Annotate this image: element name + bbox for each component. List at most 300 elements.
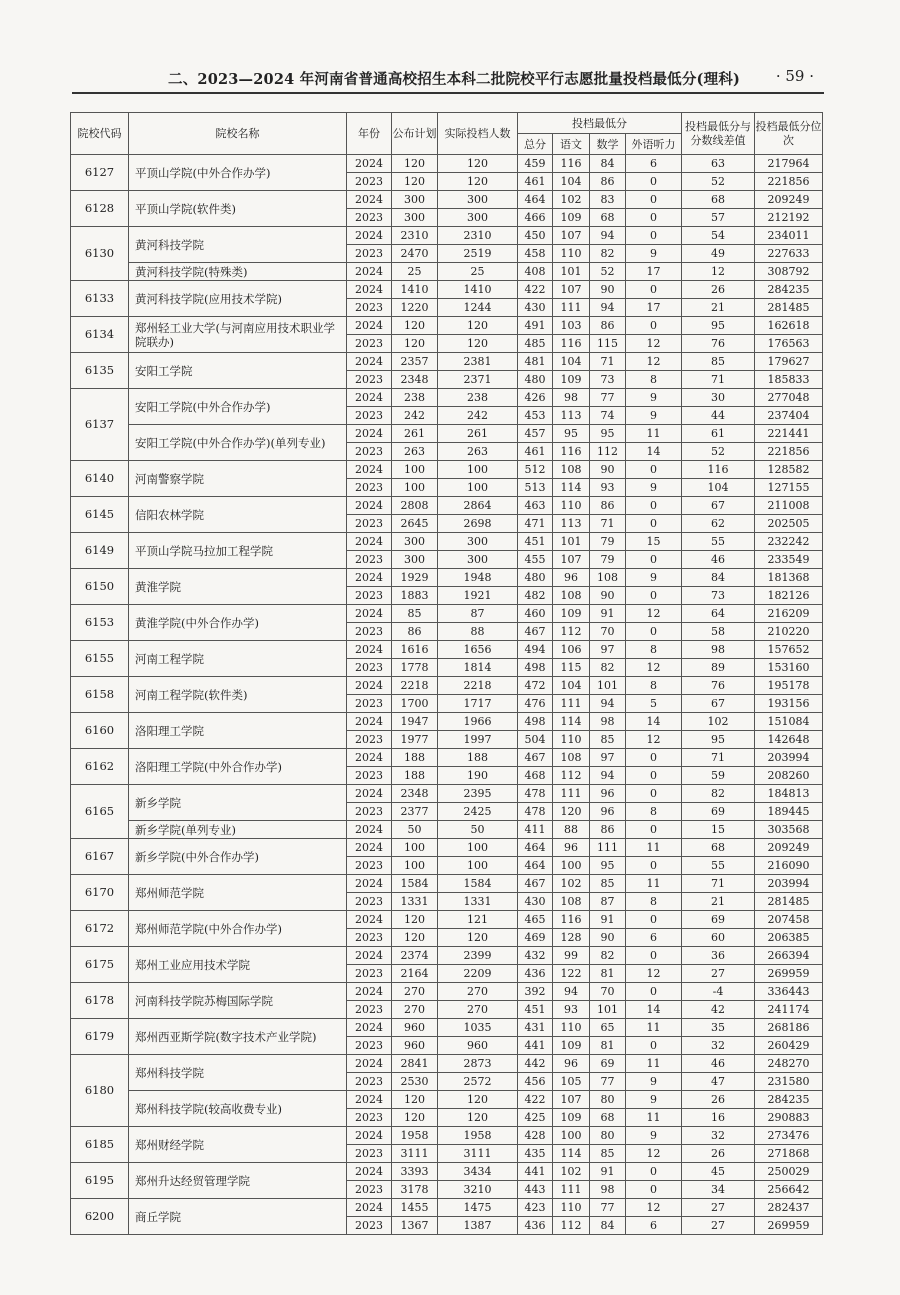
cell-chinese: 88 <box>553 821 590 839</box>
cell-total: 461 <box>518 443 553 461</box>
cell-year: 2023 <box>347 587 392 605</box>
table-row <box>71 389 823 407</box>
table-row <box>71 155 823 173</box>
cell-actual: 2395 <box>438 785 518 803</box>
cell-listening: 0 <box>626 911 682 929</box>
cell-chinese: 110 <box>553 245 590 263</box>
cell-rank: 162618 <box>755 317 823 335</box>
cell-year: 2024 <box>347 875 392 893</box>
cell-diff: 104 <box>682 479 755 497</box>
cell-math: 84 <box>590 155 626 173</box>
cell-math: 90 <box>590 929 626 947</box>
cell-diff: 68 <box>682 191 755 209</box>
col-header-plan: 公布计划 <box>392 113 438 155</box>
cell-diff: 59 <box>682 767 755 785</box>
cell-total: 455 <box>518 551 553 569</box>
cell-listening: 11 <box>626 1055 682 1073</box>
school-code: 6179 <box>71 1019 129 1055</box>
school-name: 安阳工学院(中外合作办学)(单列专业) <box>129 425 347 461</box>
school-name: 新乡学院(中外合作办学) <box>129 839 347 875</box>
cell-year: 2023 <box>347 1145 392 1163</box>
table-row <box>71 1019 823 1037</box>
cell-listening: 0 <box>626 1181 682 1199</box>
cell-listening: 11 <box>626 875 682 893</box>
school-name: 河南警察学院 <box>129 461 347 497</box>
cell-actual: 1966 <box>438 713 518 731</box>
cell-rank: 269959 <box>755 965 823 983</box>
cell-year: 2023 <box>347 407 392 425</box>
cell-chinese: 103 <box>553 317 590 335</box>
cell-total: 512 <box>518 461 553 479</box>
cell-plan: 1700 <box>392 695 438 713</box>
cell-math: 82 <box>590 245 626 263</box>
cell-rank: 217964 <box>755 155 823 173</box>
cell-rank: 185833 <box>755 371 823 389</box>
cell-diff: 34 <box>682 1181 755 1199</box>
col-header-rank: 投档最低分位次 <box>755 113 823 155</box>
cell-diff: 52 <box>682 173 755 191</box>
col-header-math: 数学 <box>590 134 626 155</box>
school-name: 安阳工学院 <box>129 353 347 389</box>
cell-actual: 2209 <box>438 965 518 983</box>
cell-actual: 300 <box>438 551 518 569</box>
cell-plan: 188 <box>392 749 438 767</box>
school-code: 6127 <box>71 155 129 191</box>
school-name: 河南工程学院 <box>129 641 347 677</box>
school-name: 新乡学院 <box>129 785 347 821</box>
cell-diff: 26 <box>682 281 755 299</box>
cell-total: 476 <box>518 695 553 713</box>
cell-rank: 206385 <box>755 929 823 947</box>
school-code: 6167 <box>71 839 129 875</box>
cell-chinese: 110 <box>553 731 590 749</box>
cell-listening: 6 <box>626 929 682 947</box>
cell-chinese: 110 <box>553 497 590 515</box>
cell-actual: 121 <box>438 911 518 929</box>
cell-diff: 42 <box>682 1001 755 1019</box>
cell-actual: 120 <box>438 1091 518 1109</box>
cell-listening: 9 <box>626 1127 682 1145</box>
cell-actual: 2698 <box>438 515 518 533</box>
cell-math: 65 <box>590 1019 626 1037</box>
page-header <box>72 62 824 94</box>
cell-math: 79 <box>590 533 626 551</box>
table-row <box>71 641 823 659</box>
cell-rank: 233549 <box>755 551 823 569</box>
cell-plan: 1410 <box>392 281 438 299</box>
table-row <box>71 749 823 767</box>
school-name: 商丘学院 <box>129 1199 347 1235</box>
cell-total: 451 <box>518 1001 553 1019</box>
cell-listening: 11 <box>626 1019 682 1037</box>
cell-listening: 9 <box>626 389 682 407</box>
school-name: 黄淮学院(中外合作办学) <box>129 605 347 641</box>
cell-plan: 2374 <box>392 947 438 965</box>
school-code: 6155 <box>71 641 129 677</box>
col-header-year: 年份 <box>347 113 392 155</box>
cell-year: 2024 <box>347 533 392 551</box>
table-body <box>71 155 823 1235</box>
cell-actual: 50 <box>438 821 518 839</box>
cell-total: 471 <box>518 515 553 533</box>
cell-year: 2024 <box>347 191 392 209</box>
cell-plan: 2377 <box>392 803 438 821</box>
cell-listening: 11 <box>626 425 682 443</box>
cell-year: 2024 <box>347 1127 392 1145</box>
cell-rank: 216090 <box>755 857 823 875</box>
cell-year: 2023 <box>347 803 392 821</box>
cell-year: 2024 <box>347 785 392 803</box>
table-row <box>71 425 823 443</box>
cell-plan: 120 <box>392 173 438 191</box>
cell-math: 77 <box>590 1199 626 1217</box>
cell-plan: 300 <box>392 533 438 551</box>
cell-rank: 221856 <box>755 443 823 461</box>
cell-plan: 120 <box>392 1091 438 1109</box>
school-name: 郑州师范学院(中外合作办学) <box>129 911 347 947</box>
cell-year: 2024 <box>347 461 392 479</box>
cell-math: 85 <box>590 1145 626 1163</box>
cell-actual: 1410 <box>438 281 518 299</box>
cell-total: 450 <box>518 227 553 245</box>
cell-chinese: 116 <box>553 443 590 461</box>
cell-diff: 46 <box>682 551 755 569</box>
cell-plan: 120 <box>392 155 438 173</box>
cell-plan: 261 <box>392 425 438 443</box>
cell-rank: 209249 <box>755 191 823 209</box>
cell-chinese: 110 <box>553 1019 590 1037</box>
cell-math: 85 <box>590 875 626 893</box>
cell-plan: 120 <box>392 911 438 929</box>
school-code: 6153 <box>71 605 129 641</box>
cell-chinese: 99 <box>553 947 590 965</box>
cell-plan: 100 <box>392 839 438 857</box>
school-name: 黄淮学院 <box>129 569 347 605</box>
cell-math: 101 <box>590 677 626 695</box>
cell-diff: 61 <box>682 425 755 443</box>
cell-total: 491 <box>518 317 553 335</box>
cell-listening: 15 <box>626 533 682 551</box>
cell-chinese: 107 <box>553 1091 590 1109</box>
cell-listening: 0 <box>626 209 682 227</box>
cell-listening: 11 <box>626 1109 682 1127</box>
cell-math: 98 <box>590 713 626 731</box>
cell-listening: 8 <box>626 371 682 389</box>
cell-actual: 300 <box>438 209 518 227</box>
cell-total: 428 <box>518 1127 553 1145</box>
cell-plan: 86 <box>392 623 438 641</box>
table-row <box>71 713 823 731</box>
cell-plan: 50 <box>392 821 438 839</box>
cell-year: 2023 <box>347 695 392 713</box>
cell-chinese: 101 <box>553 263 590 281</box>
cell-total: 467 <box>518 875 553 893</box>
cell-listening: 12 <box>626 353 682 371</box>
cell-total: 442 <box>518 1055 553 1073</box>
cell-rank: 212192 <box>755 209 823 227</box>
cell-actual: 2371 <box>438 371 518 389</box>
table-row <box>71 785 823 803</box>
cell-math: 71 <box>590 353 626 371</box>
col-header-chinese: 语文 <box>553 134 590 155</box>
cell-actual: 1656 <box>438 641 518 659</box>
cell-plan: 2357 <box>392 353 438 371</box>
cell-math: 94 <box>590 695 626 713</box>
school-code: 6160 <box>71 713 129 749</box>
cell-year: 2023 <box>347 299 392 317</box>
cell-chinese: 102 <box>553 191 590 209</box>
cell-chinese: 116 <box>553 155 590 173</box>
cell-rank: 151084 <box>755 713 823 731</box>
cell-actual: 2310 <box>438 227 518 245</box>
cell-plan: 1331 <box>392 893 438 911</box>
cell-chinese: 105 <box>553 1073 590 1091</box>
cell-listening: 14 <box>626 1001 682 1019</box>
cell-rank: 195178 <box>755 677 823 695</box>
cell-diff: 26 <box>682 1145 755 1163</box>
cell-rank: 182126 <box>755 587 823 605</box>
cell-total: 468 <box>518 767 553 785</box>
cell-math: 91 <box>590 1163 626 1181</box>
cell-diff: 73 <box>682 587 755 605</box>
cell-math: 86 <box>590 173 626 191</box>
cell-total: 426 <box>518 389 553 407</box>
cell-listening: 8 <box>626 893 682 911</box>
cell-listening: 0 <box>626 461 682 479</box>
cell-diff: 32 <box>682 1127 755 1145</box>
table-row <box>71 353 823 371</box>
cell-math: 91 <box>590 911 626 929</box>
cell-actual: 1475 <box>438 1199 518 1217</box>
cell-actual: 2519 <box>438 245 518 263</box>
cell-listening: 0 <box>626 785 682 803</box>
cell-actual: 120 <box>438 1109 518 1127</box>
cell-year: 2024 <box>347 155 392 173</box>
cell-plan: 120 <box>392 1109 438 1127</box>
cell-diff: -4 <box>682 983 755 1001</box>
cell-actual: 120 <box>438 335 518 353</box>
cell-listening: 14 <box>626 443 682 461</box>
cell-year: 2024 <box>347 1163 392 1181</box>
cell-plan: 100 <box>392 461 438 479</box>
cell-rank: 221441 <box>755 425 823 443</box>
cell-rank: 269959 <box>755 1217 823 1235</box>
school-name: 郑州工业应用技术学院 <box>129 947 347 983</box>
cell-total: 478 <box>518 803 553 821</box>
school-name: 郑州师范学院 <box>129 875 347 911</box>
cell-plan: 120 <box>392 929 438 947</box>
cell-rank: 208260 <box>755 767 823 785</box>
cell-chinese: 108 <box>553 893 590 911</box>
cell-year: 2024 <box>347 911 392 929</box>
table-row <box>71 983 823 1001</box>
cell-year: 2024 <box>347 605 392 623</box>
cell-math: 93 <box>590 479 626 497</box>
cell-total: 469 <box>518 929 553 947</box>
cell-rank: 237404 <box>755 407 823 425</box>
table-row <box>71 677 823 695</box>
cell-diff: 89 <box>682 659 755 677</box>
cell-diff: 46 <box>682 1055 755 1073</box>
table-row <box>71 839 823 857</box>
cell-total: 464 <box>518 191 553 209</box>
cell-listening: 0 <box>626 173 682 191</box>
cell-listening: 0 <box>626 623 682 641</box>
cell-total: 458 <box>518 245 553 263</box>
cell-total: 436 <box>518 1217 553 1235</box>
table-row <box>71 1199 823 1217</box>
cell-diff: 12 <box>682 263 755 281</box>
cell-year: 2024 <box>347 1091 392 1109</box>
cell-actual: 120 <box>438 155 518 173</box>
cell-diff: 116 <box>682 461 755 479</box>
cell-year: 2023 <box>347 1217 392 1235</box>
cell-year: 2024 <box>347 227 392 245</box>
cell-diff: 71 <box>682 371 755 389</box>
cell-total: 435 <box>518 1145 553 1163</box>
cell-plan: 300 <box>392 551 438 569</box>
cell-rank: 232242 <box>755 533 823 551</box>
cell-math: 82 <box>590 947 626 965</box>
table-row <box>71 1127 823 1145</box>
cell-rank: 211008 <box>755 497 823 515</box>
school-code: 6178 <box>71 983 129 1019</box>
cell-listening: 9 <box>626 479 682 497</box>
cell-math: 94 <box>590 299 626 317</box>
cell-plan: 1220 <box>392 299 438 317</box>
cell-chinese: 115 <box>553 659 590 677</box>
cell-plan: 2164 <box>392 965 438 983</box>
cell-listening: 9 <box>626 245 682 263</box>
cell-total: 392 <box>518 983 553 1001</box>
cell-plan: 1883 <box>392 587 438 605</box>
cell-plan: 1947 <box>392 713 438 731</box>
school-name: 郑州西亚斯学院(数字技术产业学院) <box>129 1019 347 1055</box>
cell-actual: 238 <box>438 389 518 407</box>
cell-chinese: 107 <box>553 551 590 569</box>
cell-diff: 67 <box>682 497 755 515</box>
cell-year: 2024 <box>347 389 392 407</box>
cell-plan: 2530 <box>392 1073 438 1091</box>
school-code: 6137 <box>71 389 129 461</box>
cell-diff: 52 <box>682 443 755 461</box>
cell-listening: 0 <box>626 587 682 605</box>
cell-math: 82 <box>590 659 626 677</box>
cell-rank: 193156 <box>755 695 823 713</box>
cell-listening: 0 <box>626 947 682 965</box>
cell-year: 2023 <box>347 857 392 875</box>
cell-plan: 1929 <box>392 569 438 587</box>
school-code: 6140 <box>71 461 129 497</box>
cell-diff: 68 <box>682 839 755 857</box>
cell-diff: 55 <box>682 533 755 551</box>
cell-actual: 2218 <box>438 677 518 695</box>
cell-rank: 234011 <box>755 227 823 245</box>
cell-math: 77 <box>590 1073 626 1091</box>
table-row <box>71 497 823 515</box>
cell-total: 467 <box>518 623 553 641</box>
cell-total: 431 <box>518 1019 553 1037</box>
cell-total: 498 <box>518 659 553 677</box>
cell-rank: 128582 <box>755 461 823 479</box>
school-code: 6175 <box>71 947 129 983</box>
cell-chinese: 104 <box>553 353 590 371</box>
cell-plan: 2470 <box>392 245 438 263</box>
cell-rank: 181368 <box>755 569 823 587</box>
cell-rank: 290883 <box>755 1109 823 1127</box>
cell-year: 2023 <box>347 965 392 983</box>
cell-math: 81 <box>590 1037 626 1055</box>
cell-year: 2023 <box>347 767 392 785</box>
cell-plan: 238 <box>392 389 438 407</box>
cell-plan: 2348 <box>392 785 438 803</box>
cell-rank: 284235 <box>755 281 823 299</box>
cell-total: 422 <box>518 1091 553 1109</box>
cell-plan: 25 <box>392 263 438 281</box>
cell-chinese: 96 <box>553 569 590 587</box>
cell-rank: 127155 <box>755 479 823 497</box>
cell-rank: 207458 <box>755 911 823 929</box>
cell-actual: 300 <box>438 533 518 551</box>
cell-year: 2023 <box>347 1181 392 1199</box>
cell-total: 498 <box>518 713 553 731</box>
cell-listening: 12 <box>626 659 682 677</box>
cell-year: 2023 <box>347 1073 392 1091</box>
cell-math: 98 <box>590 1181 626 1199</box>
cell-listening: 0 <box>626 767 682 785</box>
cell-actual: 3210 <box>438 1181 518 1199</box>
cell-total: 459 <box>518 155 553 173</box>
school-name: 新乡学院(单列专业) <box>129 821 347 839</box>
cell-listening: 9 <box>626 1091 682 1109</box>
cell-diff: 49 <box>682 245 755 263</box>
cell-rank: 203994 <box>755 875 823 893</box>
table-row <box>71 821 823 839</box>
cell-rank: 284235 <box>755 1091 823 1109</box>
cell-year: 2023 <box>347 443 392 461</box>
cell-total: 430 <box>518 299 553 317</box>
cell-listening: 0 <box>626 821 682 839</box>
school-code: 6185 <box>71 1127 129 1163</box>
cell-math: 108 <box>590 569 626 587</box>
cell-rank: 202505 <box>755 515 823 533</box>
cell-year: 2024 <box>347 569 392 587</box>
cell-actual: 1035 <box>438 1019 518 1037</box>
cell-diff: 26 <box>682 1091 755 1109</box>
school-name: 郑州科技学院(较高收费专业) <box>129 1091 347 1127</box>
cell-chinese: 110 <box>553 1199 590 1217</box>
cell-listening: 0 <box>626 551 682 569</box>
col-header-code: 院校代码 <box>71 113 129 155</box>
cell-actual: 1387 <box>438 1217 518 1235</box>
cell-math: 97 <box>590 641 626 659</box>
cell-rank: 303568 <box>755 821 823 839</box>
cell-actual: 1331 <box>438 893 518 911</box>
cell-diff: 60 <box>682 929 755 947</box>
cell-chinese: 112 <box>553 767 590 785</box>
table-row <box>71 191 823 209</box>
school-name: 河南科技学院苏梅国际学院 <box>129 983 347 1019</box>
cell-year: 2024 <box>347 641 392 659</box>
cell-diff: 84 <box>682 569 755 587</box>
cell-chinese: 114 <box>553 479 590 497</box>
cell-actual: 1584 <box>438 875 518 893</box>
school-code: 6150 <box>71 569 129 605</box>
col-header-name: 院校名称 <box>129 113 347 155</box>
cell-year: 2023 <box>347 479 392 497</box>
cell-actual: 1921 <box>438 587 518 605</box>
cell-actual: 100 <box>438 461 518 479</box>
